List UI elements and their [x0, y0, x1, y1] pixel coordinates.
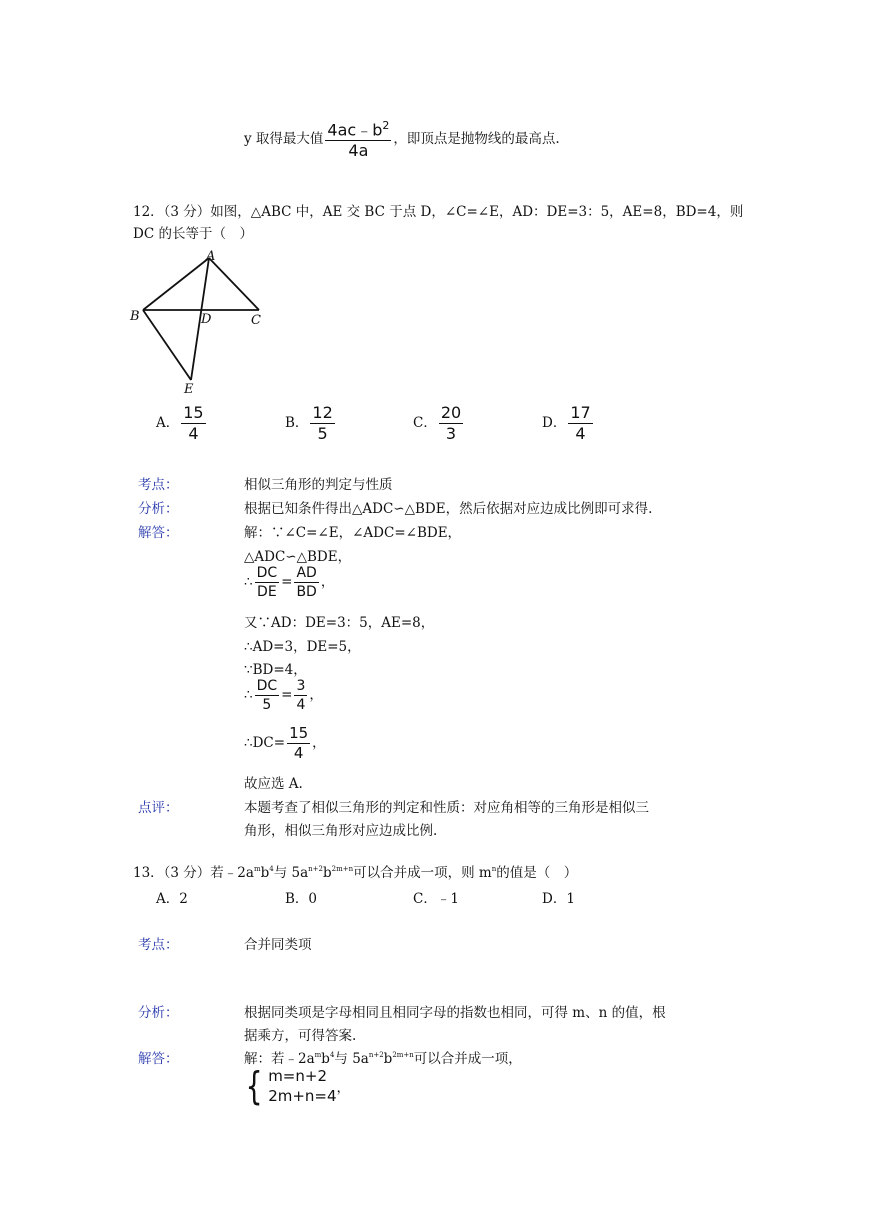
- q12-dianping-label: 点评：: [138, 800, 179, 816]
- q12-stem-line1: 12．（3 分）如图，△ABC 中，AE 交 BC 于点 D，∠C=∠E，AD：DE=3：5，AE=8，BD=4，则: [133, 204, 744, 220]
- equation-1: m=n+2: [268, 1067, 327, 1085]
- label-D: D: [201, 312, 212, 327]
- max-value-fraction: [325, 120, 391, 159]
- option-letter: A．: [156, 415, 180, 431]
- frac-num: AD: [296, 565, 317, 581]
- q12-sol-line5: ∴AD=3，DE=5，: [244, 639, 361, 655]
- q12-figure: [125, 248, 270, 396]
- equals: =: [281, 687, 293, 703]
- q13-fenxi-line1: 根据同类项是字母相同且相同字母的指数也相同，可得 m、n 的值，根: [244, 1005, 666, 1021]
- q12-sol-line2: △ADC∽△BDE，: [244, 549, 352, 565]
- label-A: A: [206, 249, 216, 264]
- label-C: C: [251, 313, 261, 328]
- q13-option-a: A．2: [156, 891, 188, 907]
- fraction-3-4: [294, 679, 307, 712]
- segment-BE: [143, 310, 191, 380]
- option-fraction: [181, 405, 205, 442]
- q12-option-b: [285, 405, 337, 442]
- sol-text: 可以合并成一项，: [413, 1051, 522, 1067]
- equation-2: 2m+n=4: [268, 1087, 337, 1106]
- exp: n+2: [308, 865, 323, 873]
- q13-stem: [133, 861, 577, 881]
- fraction-dc-de: [255, 566, 280, 599]
- segment-AC: [209, 258, 259, 310]
- option-fraction: [310, 405, 334, 442]
- sol-text: 解：若﹣2a: [244, 1051, 315, 1067]
- frac-den: 4: [296, 697, 306, 713]
- option-num: 12: [312, 403, 333, 422]
- q13-fenxi-line2: 据乘方，可得答案.: [244, 1028, 357, 1044]
- q12-dianping-line2: 角形，相似三角形对应边成比例.: [244, 823, 438, 839]
- option-num: 17: [570, 403, 591, 422]
- q12-dianping-line1: 本题考查了相似三角形的判定和性质：对应角相等的三角形是相似三: [244, 800, 649, 816]
- exp: 4: [269, 865, 274, 873]
- stem-text: b: [260, 865, 270, 881]
- q12-stem-line2: DC 的长等于（ ）: [133, 226, 253, 242]
- left-brace-icon: {: [245, 1064, 263, 1109]
- system-lines: [268, 1066, 336, 1107]
- q13-sol-line1: [244, 1047, 522, 1067]
- exp: n+2: [368, 1051, 384, 1059]
- q12-option-c: [413, 405, 465, 442]
- q13-equation-system: [242, 1066, 350, 1107]
- q12-fenxi-label: 分析：: [138, 501, 179, 517]
- exp: m: [253, 865, 261, 873]
- stem-text: 与 5a: [273, 865, 309, 881]
- comma: ，: [309, 687, 323, 703]
- top-line: [244, 120, 560, 159]
- top-text: y 取得最大值: [244, 131, 324, 148]
- q12-option-a: [156, 405, 208, 442]
- q13-option-d: D．1: [542, 891, 575, 907]
- top-suffix: ，即顶点是抛物线的最高点.: [393, 131, 560, 148]
- q12-sol-line7: [244, 679, 323, 712]
- frac-num: 15: [289, 724, 309, 742]
- frac-den: BD: [296, 584, 317, 600]
- label-B: B: [130, 309, 140, 324]
- frac-num: 3: [296, 678, 306, 694]
- fraction-15-4: [287, 726, 310, 761]
- sol-text: b: [383, 1051, 393, 1067]
- option-den: 5: [317, 424, 328, 443]
- q12-jieda-label: 解答：: [138, 525, 179, 541]
- segment-AB: [143, 258, 209, 310]
- q12-sol-line9: 故应选 A.: [244, 776, 303, 792]
- q12-fenxi: 根据已知条件得出△ADC∽△BDE，然后依据对应边成比例即可求得.: [244, 501, 653, 517]
- comma: ，: [320, 574, 335, 590]
- q12-option-d: [542, 405, 595, 442]
- frac-denominator: 4a: [348, 141, 369, 161]
- label-E: E: [184, 382, 194, 396]
- frac-num: DC: [256, 565, 278, 581]
- frac-den: DE: [257, 584, 277, 600]
- therefore-sign: ∴: [244, 687, 253, 703]
- exp: n: [491, 865, 497, 873]
- stem-text: 的值是（ ）: [496, 865, 578, 881]
- fraction-ad-bd: [294, 566, 318, 599]
- fraction-dc-5: [255, 679, 280, 712]
- q12-sol-line8: [244, 726, 326, 761]
- exp: 2m+n: [331, 865, 354, 873]
- exp: m: [314, 1051, 322, 1059]
- q13-kaodian-label: 考点：: [138, 937, 179, 953]
- q12-sol-line6: ∵BD=4，: [244, 662, 307, 678]
- option-fraction: [568, 405, 592, 442]
- q13-jieda-label: 解答：: [138, 1051, 179, 1067]
- sol-text: 与 5a: [334, 1051, 369, 1067]
- q12-sol-line1: 解：∵∠C=∠E，∠ADC=∠BDE，: [244, 525, 462, 541]
- q12-sol-line4: 又∵AD：DE=3：5，AE=8，: [244, 615, 435, 631]
- option-den: 3: [445, 424, 457, 443]
- comma: ，: [312, 735, 326, 751]
- q13-option-c: C．﹣1: [413, 891, 459, 907]
- stem-text: 可以合并成一项，则 m: [353, 865, 492, 881]
- q13-fenxi-label: 分析：: [138, 1005, 179, 1021]
- comma: ，: [336, 1080, 351, 1097]
- dc-equals: ∴DC=: [244, 735, 286, 751]
- option-fraction: [439, 405, 463, 442]
- q12-kaodian: 相似三角形的判定与性质: [244, 477, 393, 493]
- sol-text: b: [321, 1051, 330, 1067]
- therefore-sign: ∴: [244, 574, 253, 590]
- exp: 2m+n: [392, 1051, 414, 1059]
- frac-sup: 2: [382, 119, 390, 132]
- option-letter: C．: [413, 415, 437, 431]
- option-den: 4: [188, 424, 199, 443]
- option-letter: D．: [542, 415, 567, 431]
- q13-kaodian: 合并同类项: [244, 937, 312, 953]
- system-brace: [242, 1066, 350, 1107]
- frac-numerator: 4ac﹣b: [327, 120, 383, 140]
- equals: =: [281, 574, 293, 590]
- q12-sol-line3: [244, 566, 334, 599]
- option-num: 20: [440, 403, 462, 422]
- exp: 4: [329, 1051, 335, 1059]
- frac-den: 4: [293, 744, 304, 762]
- frac-num: DC: [256, 678, 278, 694]
- stem-text: b: [322, 865, 332, 881]
- stem-text: 13．（3 分）若﹣2a: [133, 865, 254, 881]
- q12-kaodian-label: 考点：: [138, 477, 179, 493]
- option-den: 4: [575, 424, 586, 443]
- frac-den: 5: [262, 697, 272, 713]
- option-num: 15: [183, 403, 204, 422]
- q13-option-b: B．0: [285, 891, 318, 907]
- option-letter: B．: [285, 415, 309, 431]
